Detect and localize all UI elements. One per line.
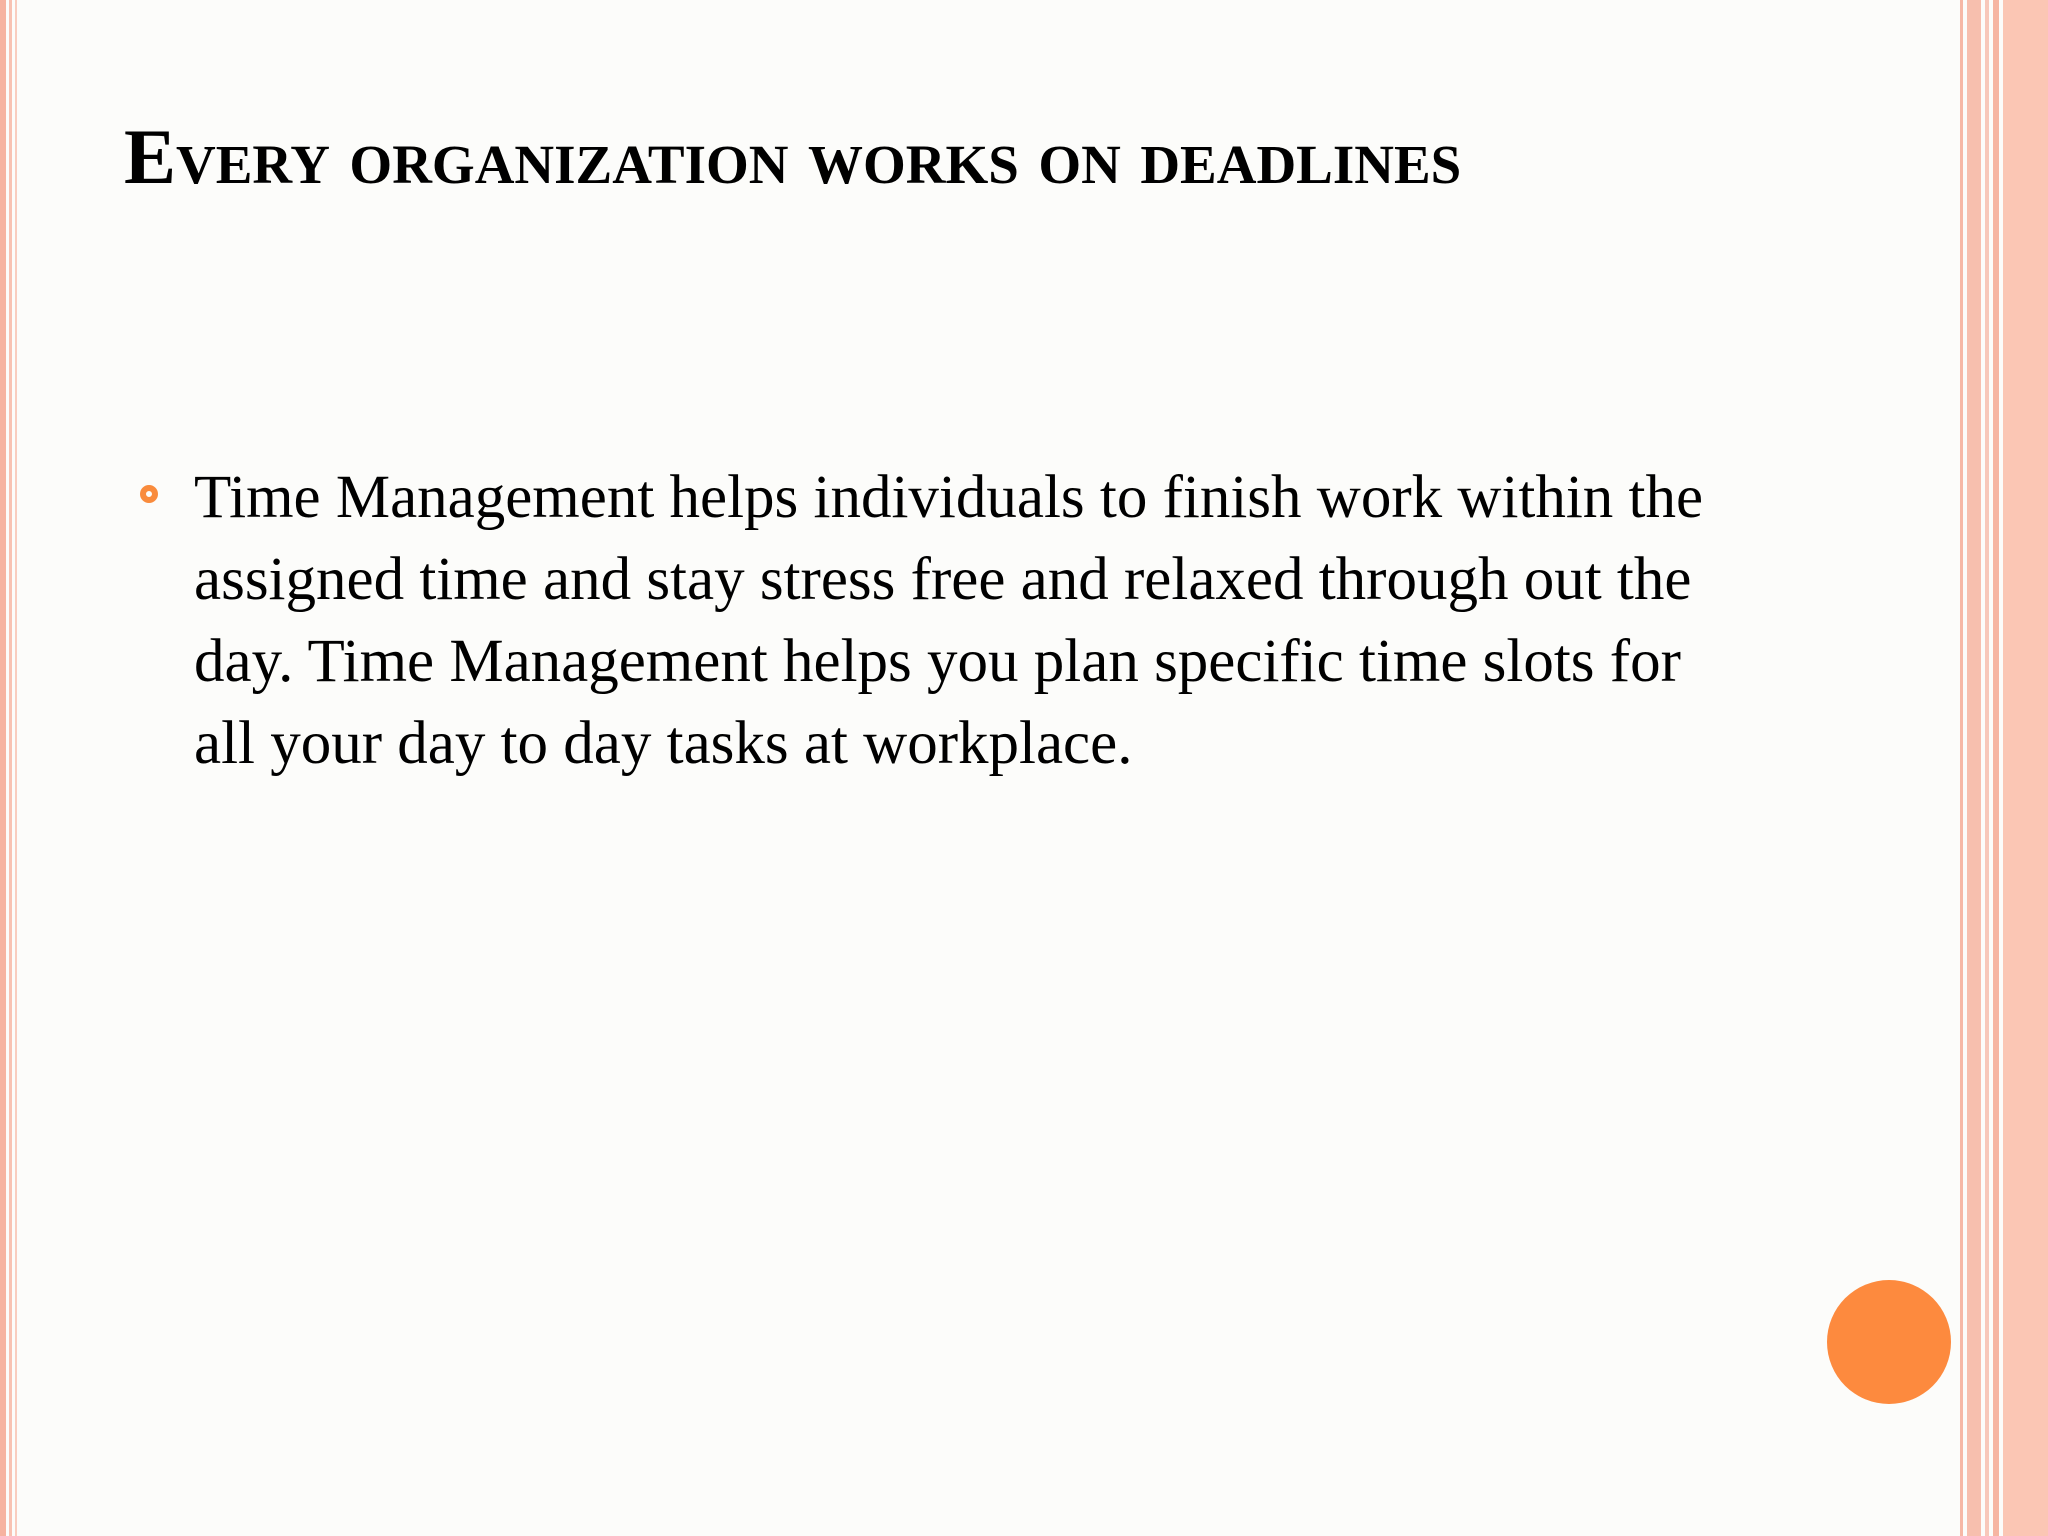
right-border-stripe: [2003, 0, 2048, 1536]
left-border-stripe: [15, 0, 17, 1536]
left-border-stripe: [9, 0, 12, 1536]
slide-title: Every organization works on deadlines: [124, 113, 1462, 200]
left-border-stripe: [0, 0, 6, 1536]
right-border-stripe: [1967, 0, 1981, 1536]
hollow-circle-bullet-icon: [140, 485, 158, 503]
filled-circle-icon: [1827, 1280, 1951, 1404]
right-border-stripe: [1960, 0, 1963, 1536]
right-border-stripe: [1985, 0, 1989, 1536]
right-border-stripe: [1993, 0, 1999, 1536]
bullet-text: Time Management helps individuals to finish work within the assigned time and stay stress free and relaxed through out the day. Time Management helps you plan specific time slots for all your day to day tasks at workplace.: [194, 464, 1704, 777]
